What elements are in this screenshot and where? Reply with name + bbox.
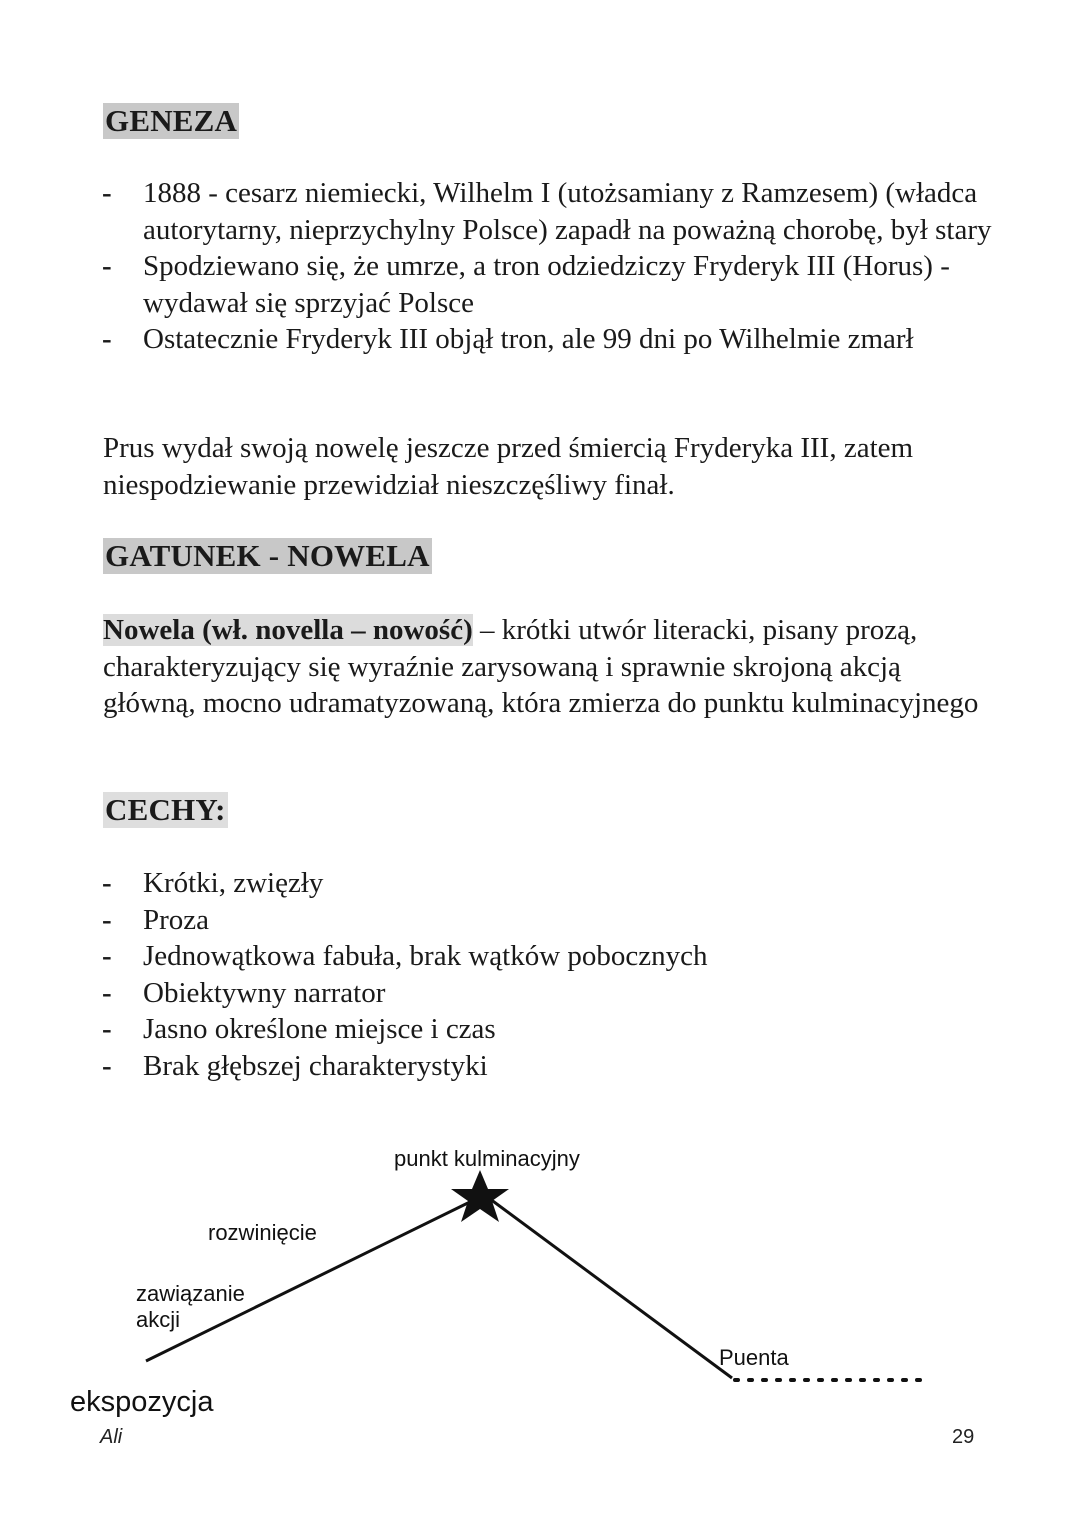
list-item: - Krótki, zwięzły (100, 865, 1000, 902)
bullet-dash: - (102, 976, 112, 1009)
bullet-dash: - (102, 250, 112, 282)
footer-author: Ali (100, 1426, 123, 1448)
cechy-list (100, 865, 1000, 1084)
label-puenta: Puenta (719, 1345, 789, 1370)
label-rozwiniecie: rozwinięcie (208, 1220, 317, 1245)
climax-star-icon (451, 1170, 509, 1222)
label-punkt-kulminacyjny: punkt kulminacyjny (394, 1146, 580, 1171)
falling-action-line (486, 1196, 732, 1378)
geneza-list (100, 175, 1000, 358)
list-item: - Jasno określone miejsce i czas (100, 1011, 1000, 1048)
nowela-term: Nowela (wł. novella – nowość) (103, 614, 473, 646)
bullet-dash: - (102, 1049, 112, 1082)
nowela-definition: Nowela (wł. novella – nowość) – krótki utwór literacki, pisany prozą, charakteryzujący się wyraźnie zarysowaną i sprawnie skrojoną akcją główną, mocno udramatyzowaną, która zmierza do punktu kulminacyjnego (103, 614, 979, 719)
bullet-dash: - (102, 940, 112, 972)
bullet-dash: - (102, 903, 112, 936)
bullet-dash: - (102, 867, 112, 899)
list-item: - Proza (100, 902, 1000, 939)
list-item: - Obiektywny narrator (100, 975, 1000, 1012)
label-akcji: akcji (136, 1307, 181, 1332)
list-item: - Brak głębszej charakterystyki (100, 1048, 1000, 1085)
bullet-dash: - (102, 177, 112, 209)
list-item: - Spodziewano się, że umrze, a tron odziedziczy Fryderyk III (Horus) - wydawał się sprzyjać Polsce (102, 250, 950, 319)
bullet-dash: - (102, 323, 112, 355)
label-ekspozycja: ekspozycja (70, 1386, 214, 1418)
list-item: - Ostatecznie Fryderyk III objął tron, ale 99 dni po Wilhelmie zmarł (100, 321, 1000, 358)
bullet-dash: - (102, 1013, 112, 1045)
geneza-paragraph: Prus wydał swoją nowelę jeszcze przed śmiercią Fryderyka III, zatem niespodziewanie przewidział nieszczęśliwy finał. (103, 432, 914, 501)
section-heading-gatunek: GATUNEK - NOWELA (105, 538, 430, 573)
label-zawiazanie: zawiązanie (136, 1281, 245, 1306)
list-item: - Jednowątkowa fabuła, brak wątków pobocznych (100, 938, 1000, 975)
page-number: 29 (952, 1426, 975, 1448)
section-heading-geneza: GENEZA (105, 103, 238, 138)
list-item: - 1888 - cesarz niemiecki, Wilhelm I (utożsamiany z Ramzesem) (władca autorytarny, nieprzychylny Polsce) zapadł na poważną chorobę, był stary (102, 177, 992, 246)
section-heading-cechy: CECHY: (105, 792, 226, 827)
